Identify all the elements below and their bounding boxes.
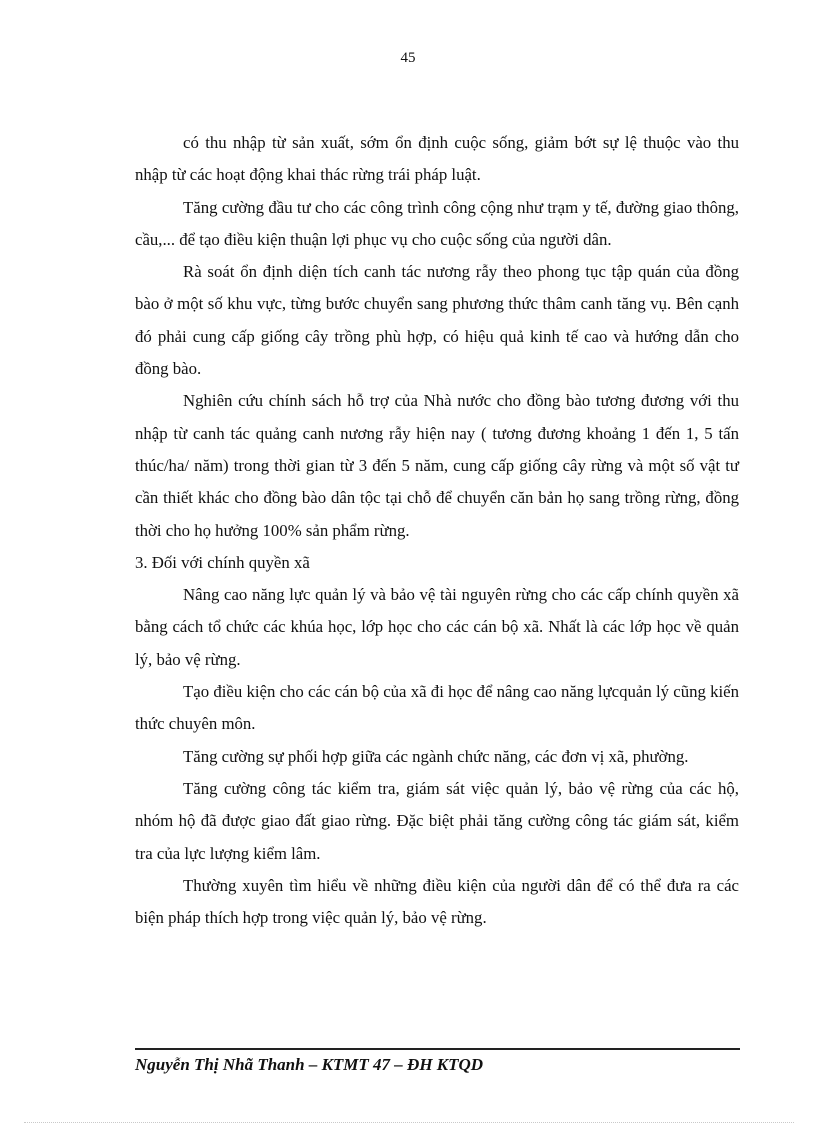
paragraph-state-support: Nghiên cứu chính sách hỗ trợ của Nhà nước cho đồng bào tương đương với thu nhập từ canh tác quảng canh nương rẫy hiện nay ( tương đương khoảng 1 đến 1, 5 tấn thúc/ha/ năm) trong thời gian từ 3 đến 5 năm, cung cấp giống cây rừng và một số vật tư cần thiết khác cho đồng bào dân tộc tại chỗ để chuyển căn bản họ sang trồng rừng, đồng thời cho họ hưởng 100% sản phẩm rừng. bbox=[135, 391, 739, 540]
paragraph-understanding-people: Thường xuyên tìm hiểu về những điều kiện của người dân để có thể đưa ra các biện pháp thích hợp trong việc quản lý, bảo vệ rừng. bbox=[135, 875, 739, 928]
paragraph-coordination: Tăng cường sự phối hợp giữa các ngành chức năng, các đơn vị xã, phường. bbox=[183, 746, 689, 766]
document-body bbox=[135, 127, 739, 934]
paragraph-public-works: Tăng cường đầu tư cho các công trình công cộng như trạm y tế, đường giao thông, cầu,... để tạo điều kiện thuận lợi phục vụ cho cuộc sống của người dân. bbox=[135, 197, 739, 249]
page-number: 45 bbox=[400, 50, 416, 66]
footer-rule bbox=[135, 1048, 740, 1050]
paragraph-shifting-cultivation: Rà soát ổn định diện tích canh tác nương rẫy theo phong tục tập quán của đồng bào ở một số khu vực, từng bước chuyển sang phương thức thâm canh tăng vụ. Bên cạnh đó phải cung cấp giống cây trồng phù hợp, có hiệu quả kinh tế cao và hướng dẫn cho đồng bào. bbox=[135, 262, 739, 379]
paragraph-staff-training: Tạo điều kiện cho các cán bộ của xã đi học để nâng cao năng lựcquản lý cũng kiến thức chuyên môn. bbox=[135, 682, 739, 734]
paragraph-income-continuation: có thu nhập từ sản xuất, sớm ổn định cuộc sống, giảm bớt sự lệ thuộc vào thu nhập từ các hoạt động khai thác rừng trái pháp luật. bbox=[135, 133, 739, 185]
paragraph-capacity-building: Nâng cao năng lực quản lý và bảo vệ tài nguyên rừng cho các cấp chính quyền xã bằng cách tổ chức các khúa học, lớp học cho các cán bộ xã. Nhất là các lớp học về quản lý, bảo vệ rừng. bbox=[135, 585, 739, 669]
paragraph-inspection: Tăng cường công tác kiểm tra, giám sát việc quản lý, bảo vệ rừng của các hộ, nhóm hộ đã được giao đất giao rừng. Đặc biệt phải tăng cường công tác giám sát, kiểm tra của lực lượng kiểm lâm. bbox=[135, 778, 739, 863]
section-heading: 3. Đối với chính quyền xã bbox=[135, 552, 310, 572]
footer-author: Nguyễn Thị Nhã Thanh – KTMT 47 – ĐH KTQD bbox=[135, 1055, 484, 1074]
